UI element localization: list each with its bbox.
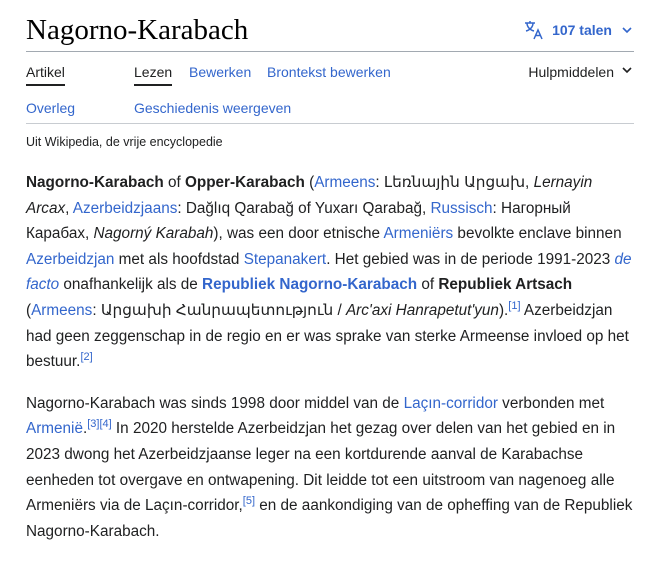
text: ). [498,301,509,319]
text: of [163,174,185,191]
tools-menu[interactable] [528,63,634,80]
title-row [26,10,634,50]
reference-2[interactable]: [2] [80,351,93,364]
italic-text: Lernayin Arcax [26,174,593,217]
reference-1[interactable]: [1] [508,299,521,312]
reference-5[interactable]: [5] [242,495,256,508]
tab-edit[interactable]: Bewerken [189,64,252,80]
reference-4[interactable]: [4] [99,418,112,431]
italic-text: Arc'axi Hanrapetut'yun [345,301,499,319]
chevron-down-icon [620,63,634,80]
paragraph-history [26,391,634,545]
bold-term: Republiek Artsach [438,276,573,294]
text: . Het gebied was in de periode 1991-2023 [326,250,615,268]
italic-link-text: de facto [26,250,632,294]
link-armeens[interactable]: Armeens [314,174,376,191]
tab-edit-source[interactable]: Brontekst bewerken [267,64,391,80]
text: en de aankondiging van de opheffing van de Republiek Nagorno-Karabach. [26,497,633,540]
article-body [26,170,634,560]
text: : Արցախի Հանրապետություն / [92,301,346,319]
text: ), was een door etnische [213,225,384,243]
text: met als hoofdstad [114,250,244,268]
bold-term: Opper-Karabach [184,174,305,191]
bold-link-text: Republiek Nagorno-Karabach [202,276,418,294]
italic-text: Nagorný Karabah [93,225,214,243]
title-divider [26,51,634,52]
tab-read[interactable]: Lezen [134,64,173,80]
tab-talk[interactable]: Overleg [26,100,76,116]
text: In 2020 herstelde Azerbeidzjan het gezag over delen van het gebied en in 2023 dwong het Azerbeidzjaanse leger na een kortdurende aanval de Karabachse eenheden tot overgave en ontwapening. Dit leidde tot een uitstroom van nagenoeg alle Armeniërs via de Laçın-corridor, [26,420,616,515]
paragraph-intro [26,170,634,375]
text: . [82,420,88,438]
link-armenie[interactable]: Armenië [26,420,83,438]
link-azerbeidzjaans[interactable]: Azerbeidzjaans [72,199,178,217]
text: Nagorno-Karabach was sinds 1998 door middel van de [26,394,404,412]
text: : Dağlıq Qarabağ of Yuxarı Qarabağ, [177,199,431,217]
tab-read-indicator [134,84,172,86]
tab-article[interactable]: Artikel [26,64,65,80]
link-stepanakert[interactable]: Stepanakert [243,250,327,268]
link-lacin-corridor[interactable]: Laçın-corridor [403,394,498,412]
languages-label: 107 talen [552,22,612,38]
link-armeniers[interactable]: Armeniërs [383,225,454,243]
link-republiek-nagorno-karabach[interactable] [202,276,417,293]
translate-icon [524,20,544,40]
text: of [417,276,439,294]
languages-button[interactable] [524,20,634,40]
text: ( [304,174,315,191]
tools-label: Hulpmiddelen [528,63,614,80]
link-azerbeidzjan[interactable]: Azerbeidzjan [26,250,115,268]
bold-term: Nagorno-Karabach [26,174,164,191]
tab-article-indicator [26,84,65,86]
page-title: Nagorno-Karabach [26,14,249,46]
tab-history[interactable]: Geschiedenis weergeven [134,100,292,116]
text: : Լեռնային Արցախ, [375,174,534,191]
text: Azerbeidzjan had geen zeggenschap in de regio en er was sprake van sterke Armeense invloed op het bestuur. [26,301,629,371]
text: bevolkte enclave binnen [453,225,622,243]
reference-3[interactable]: [3] [87,418,100,431]
link-russisch[interactable]: Russisch [430,199,493,217]
text: ( [26,301,32,319]
chevron-down-icon [620,23,634,37]
tabs-divider [26,123,634,124]
text: : Нагорный Карабах, [26,199,571,243]
text: onafhankelijk als de [59,276,203,294]
site-tagline: Uit Wikipedia, de vrije encyclopedie [26,135,223,149]
text: , [65,199,73,217]
link-armeens-2[interactable]: Armeens [31,301,93,319]
text: verbonden met [497,394,605,412]
